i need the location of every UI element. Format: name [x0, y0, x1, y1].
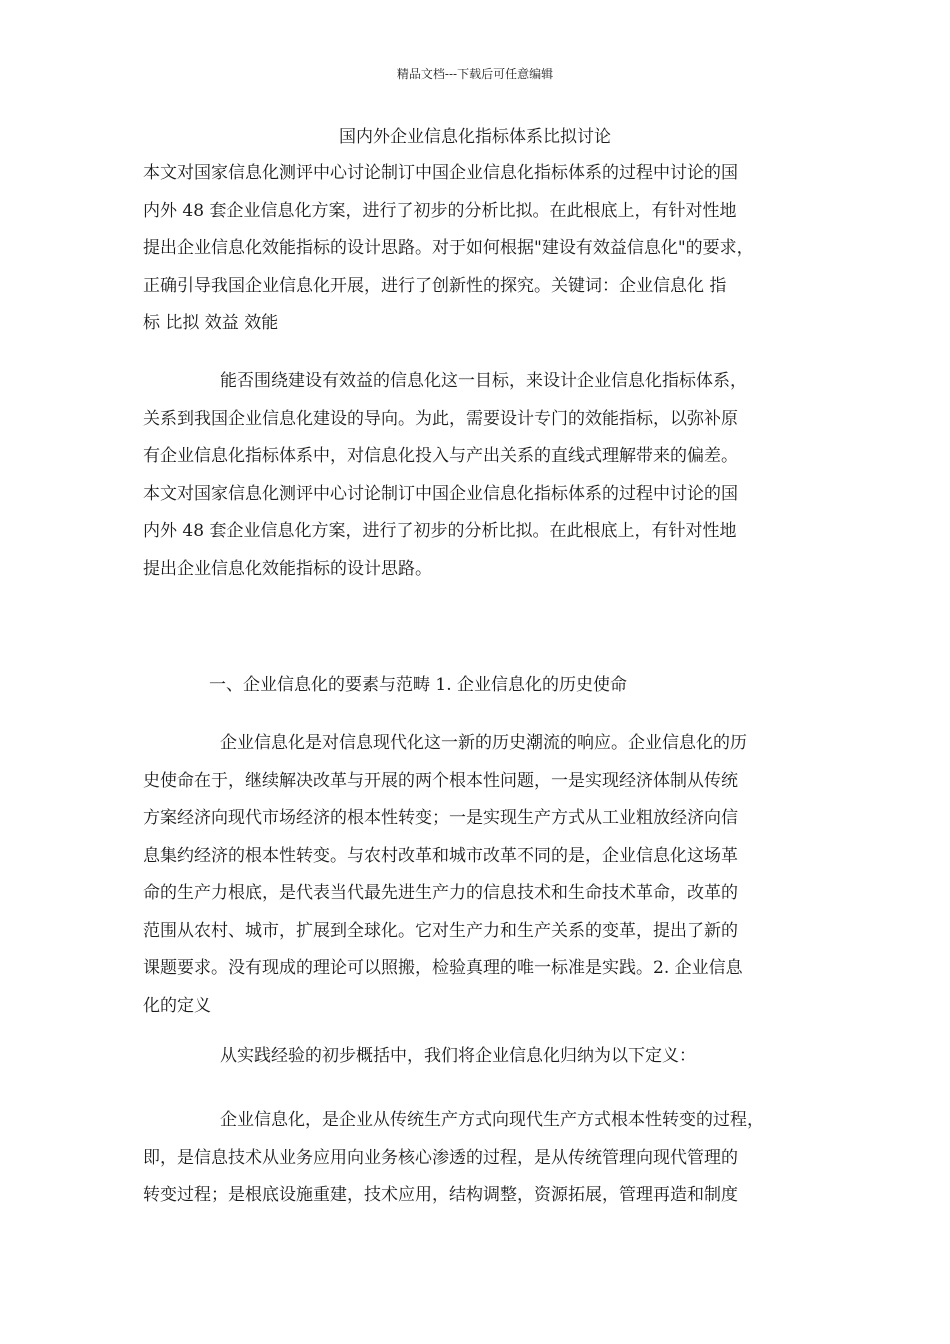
definition-line: 企业信息化，是企业从传统生产方式向现代生产方式根本性转变的过程，: [220, 1110, 764, 1130]
definition-paragraph: [143, 1102, 815, 1215]
definition-intro-paragraph: [143, 1038, 815, 1076]
document-title: 国内外企业信息化指标体系比拟讨论: [339, 127, 611, 147]
history-line: 史使命在于，继续解决改革与开展的两个根本性问题，一是实现经济体制从传统: [143, 770, 738, 791]
abstract-paragraph: [143, 155, 815, 343]
definition-intro-line: 从实践经验的初步概括中，我们将企业信息化归纳为以下定义：: [220, 1046, 696, 1066]
intro-line: 有企业信息化指标体系中，对信息化投入与产出关系的直线式理解带来的偏差。: [143, 446, 738, 466]
history-line: 命的生产力根底，是代表当代最先进生产力的信息技术和生命技术革命，改革的: [143, 883, 738, 903]
history-line: 课题要求。没有现成的理论可以照搬，检验真理的唯一标准是实践。2. 企业信息: [143, 958, 743, 978]
abstract-line: 正确引导我国企业信息化开展，进行了创新性的探究。关键词：企业信息化 指: [143, 275, 727, 296]
page-header: 精品文档---下载后可任意编辑: [396, 67, 554, 81]
intro-paragraph: [143, 363, 815, 588]
intro-line: 本文对国家信息化测评中心讨论制订中国企业信息化指标体系的过程中讨论的国: [143, 483, 738, 504]
history-line: 范围从农村、城市，扩展到全球化。它对生产力和生产关系的变革，提出了新的: [143, 920, 738, 941]
history-line: 化的定义: [143, 995, 211, 1016]
abstract-line: 标 比拟 效益 效能: [143, 313, 279, 333]
history-line: 方案经济向现代市场经济的根本性转变；一是实现生产方式从工业粗放经济向信: [143, 808, 738, 828]
abstract-line: 提出企业信息化效能指标的设计思路。对于如何根据"建设有效益信息化"的要求，: [143, 238, 754, 258]
history-paragraph: [143, 725, 815, 1025]
section-heading-text: 一、企业信息化的要素与范畴 1. 企业信息化的历史使命: [209, 675, 628, 695]
abstract-line: 本文对国家信息化测评中心讨论制订中国企业信息化指标体系的过程中讨论的国: [143, 163, 738, 183]
section-heading: [143, 667, 815, 705]
intro-line: 内外 48 套企业信息化方案，进行了初步的分析比拟。在此根底上，有针对性地: [143, 521, 737, 541]
history-line: 企业信息化是对信息现代化这一新的历史潮流的响应。企业信息化的历: [220, 733, 747, 753]
abstract-line: 内外 48 套企业信息化方案，进行了初步的分析比拟。在此根底上，有针对性地: [143, 200, 737, 221]
intro-line: 能否围绕建设有效益的信息化这一目标，来设计企业信息化指标体系，: [220, 371, 747, 391]
definition-line: 即，是信息技术从业务应用向业务核心渗透的过程，是从传统管理向现代管理的: [143, 1147, 738, 1168]
history-line: 息集约经济的根本性转变。与农村改革和城市改革不同的是，企业信息化这场革: [143, 845, 738, 866]
intro-line: 关系到我国企业信息化建设的导向。为此，需要设计专门的效能指标，以弥补原: [143, 408, 738, 429]
definition-line: 转变过程；是根底设施重建，技术应用，结构调整，资源拓展，管理再造和制度: [143, 1185, 738, 1205]
intro-line: 提出企业信息化效能指标的设计思路。: [143, 558, 432, 579]
